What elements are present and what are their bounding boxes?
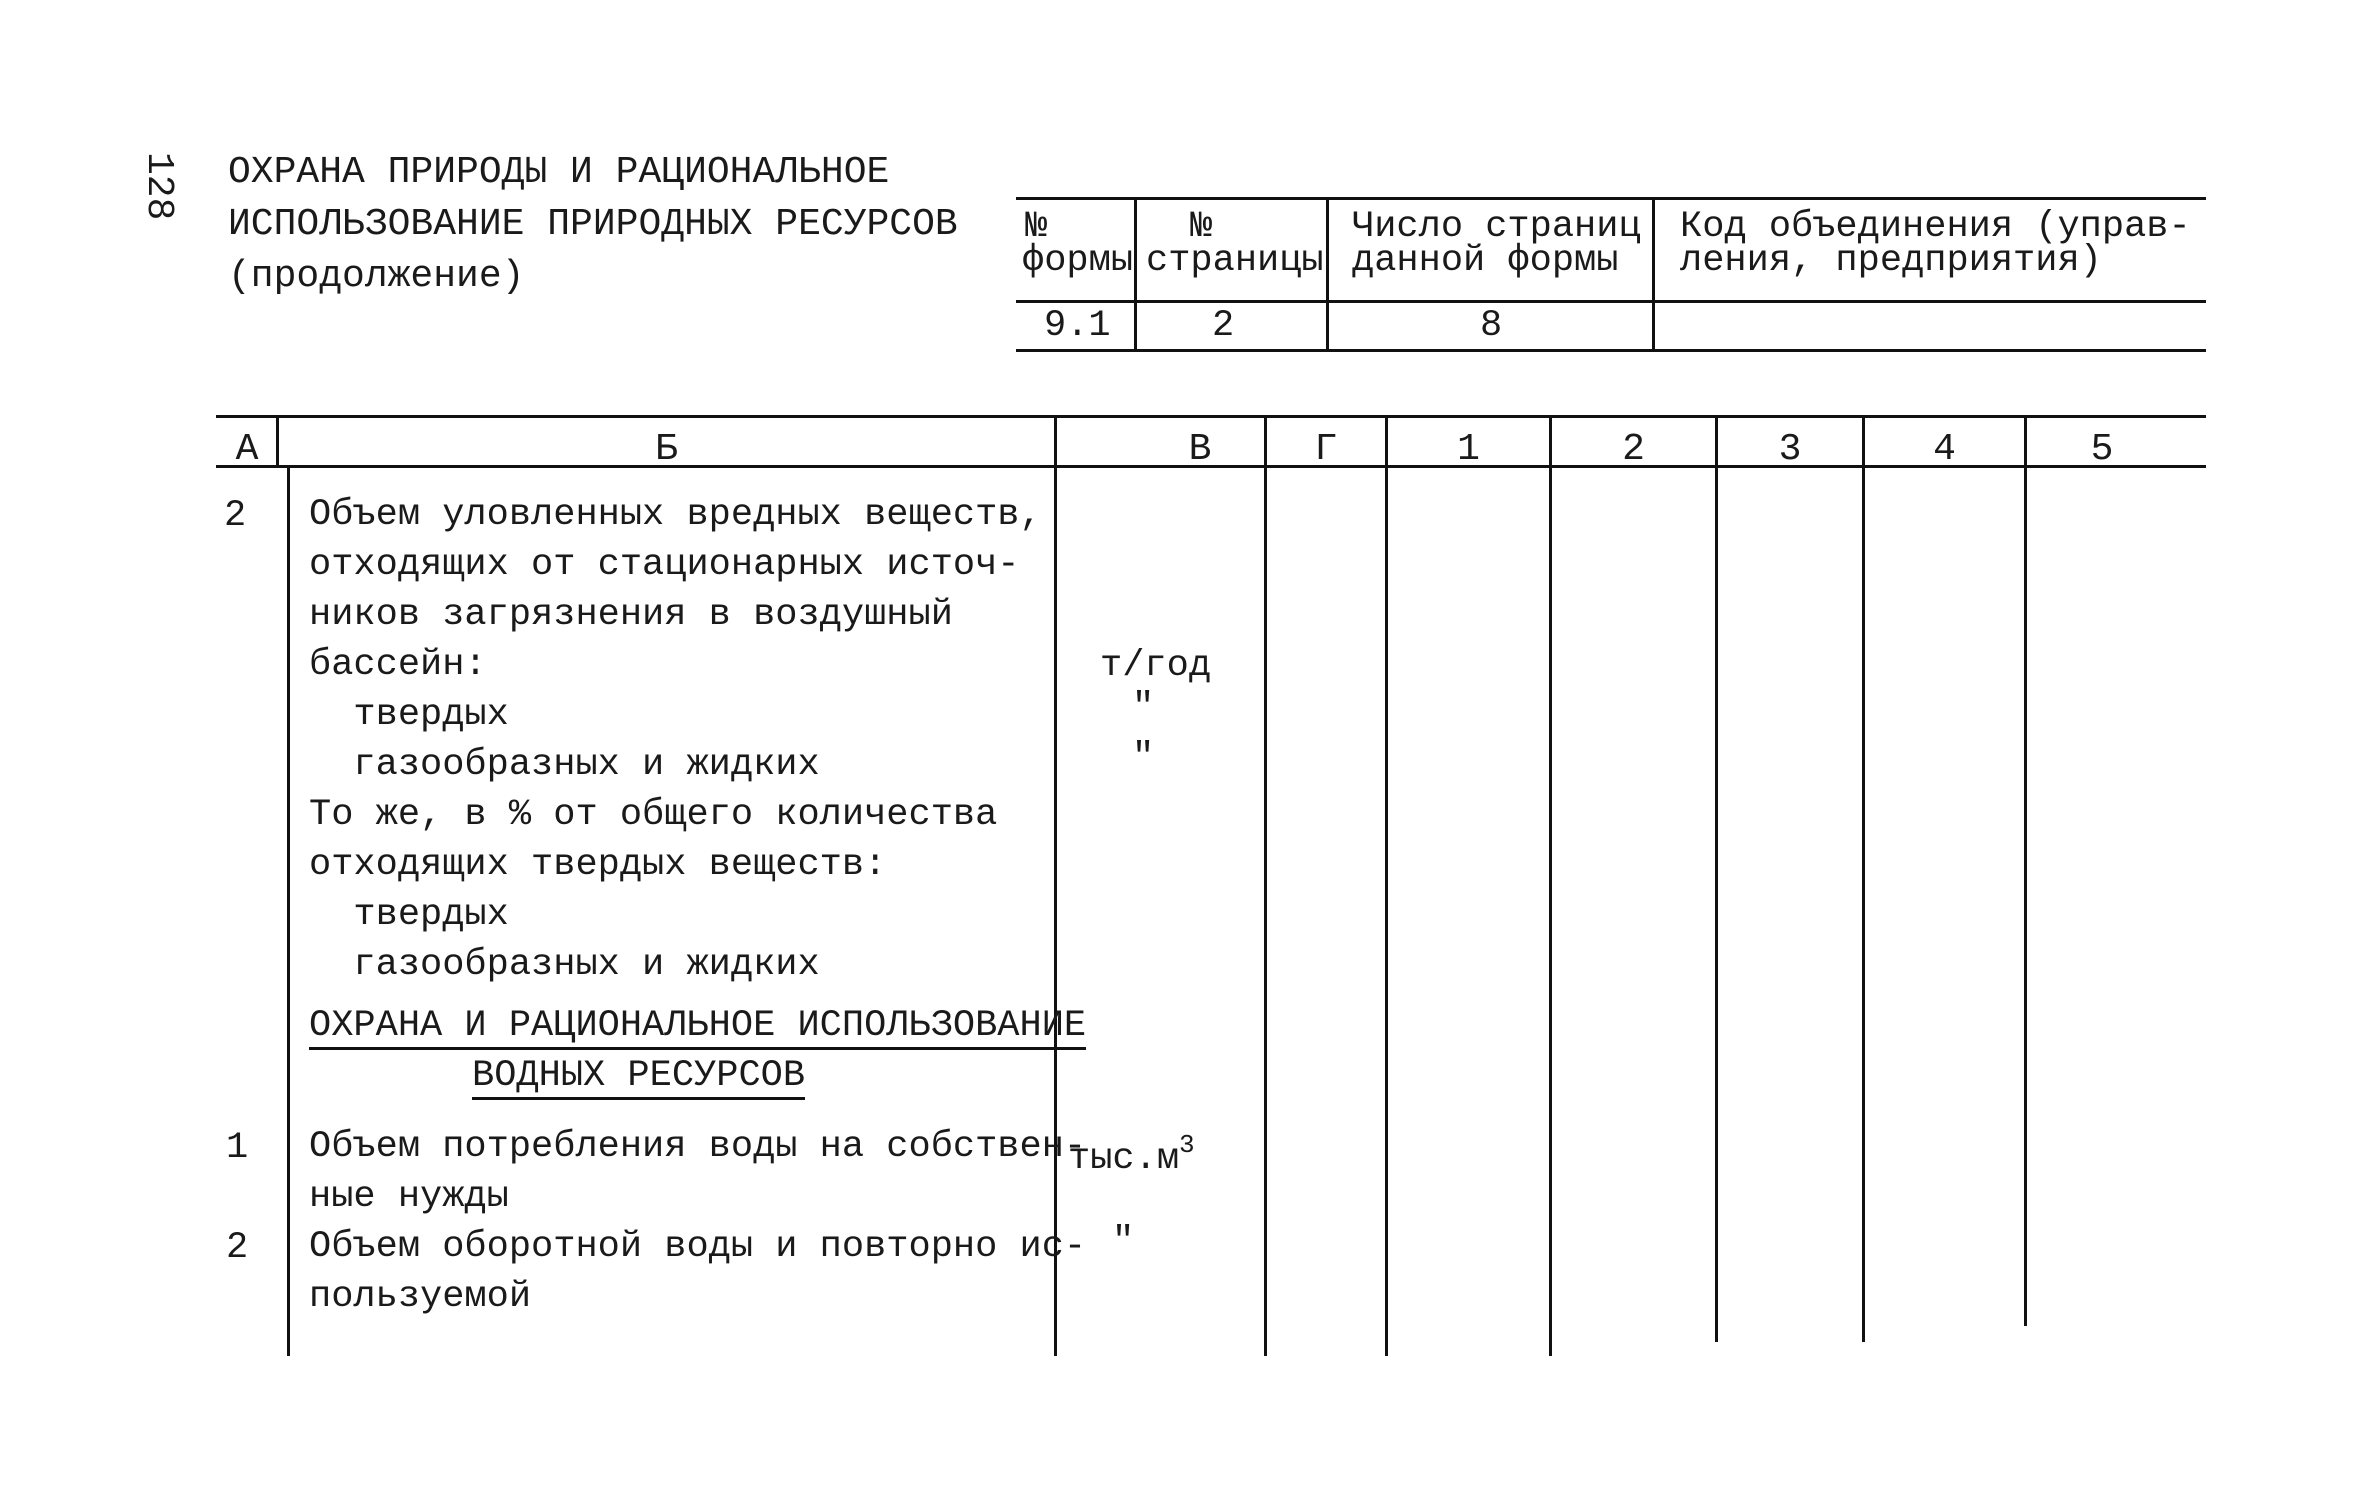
col-header-1: 1 bbox=[1457, 428, 1480, 471]
desc-line: Объем уловленных вредных веществ, bbox=[309, 494, 1042, 536]
row-description bbox=[309, 1122, 1086, 1222]
meta-page-count: 8 bbox=[1480, 305, 1503, 347]
unit-t-per-year: т/год bbox=[1100, 645, 1212, 687]
col-header-v: В bbox=[1188, 428, 1212, 471]
title-line-2: ИСПОЛЬЗОВАНИЕ ПРИРОДНЫХ РЕСУРСОВ bbox=[228, 203, 958, 246]
desc-line: ников загрязнения в воздушный bbox=[309, 594, 953, 636]
meta-header-org-code-line1: Код объединения (управ- bbox=[1680, 206, 2191, 248]
col-header-3: 3 bbox=[1778, 428, 1802, 471]
desc-line: твердых bbox=[309, 894, 509, 936]
section-heading-line2: ВОДНЫХ РЕСУРСОВ bbox=[472, 1058, 805, 1095]
row-number: 1 bbox=[226, 1127, 249, 1169]
desc-line: ные нужды bbox=[309, 1176, 509, 1218]
desc-line: Объем потребления воды на собствен- bbox=[309, 1126, 1087, 1168]
meta-header-page-count-line2: данной формы bbox=[1352, 240, 1619, 282]
meta-header-form-no-label: формы bbox=[1022, 240, 1134, 282]
col-header-2: 2 bbox=[1622, 428, 1645, 471]
row-description bbox=[309, 490, 1042, 990]
meta-header-page-no-symbol: № bbox=[1190, 206, 1213, 248]
desc-line: газообразных и жидких bbox=[309, 744, 820, 786]
title-continuation: (продолжение) bbox=[228, 255, 525, 298]
desc-line: твердых bbox=[309, 694, 509, 736]
desc-line: газообразных и жидких bbox=[309, 944, 820, 986]
meta-form-number: 9.1 bbox=[1044, 305, 1111, 347]
row-description bbox=[309, 1222, 1086, 1322]
col-header-a: А bbox=[235, 428, 259, 471]
meta-header-org-code-line2: ления, предприятия) bbox=[1680, 240, 2102, 282]
col-header-5: 5 bbox=[2090, 428, 2114, 471]
desc-line: пользуемой bbox=[309, 1276, 532, 1318]
col-header-g: Г bbox=[1314, 428, 1338, 471]
meta-page-number: 2 bbox=[1212, 305, 1235, 347]
row-number: 2 bbox=[226, 1227, 249, 1269]
unit-ditto: " bbox=[1132, 687, 1155, 729]
unit-thousand-m3: $тыс.м^3$ bbox=[1068, 1130, 1195, 1180]
title-line-1: ОХРАНА ПРИРОДЫ И РАЦИОНАЛЬНОЕ bbox=[228, 151, 890, 194]
col-header-4: 4 bbox=[1933, 428, 1956, 471]
unit-ditto: " bbox=[1132, 737, 1155, 779]
meta-header-form-no-symbol: № bbox=[1025, 206, 1048, 248]
desc-line: отходящих от стационарных источ- bbox=[309, 544, 1020, 586]
desc-line: Объем оборотной воды и повторно ис- bbox=[309, 1226, 1087, 1268]
desc-line: отходящих твердых веществ: bbox=[309, 844, 887, 886]
page-number: 128 bbox=[137, 152, 180, 221]
desc-line: бассейн: bbox=[309, 644, 487, 686]
meta-header-page-count-line1: Число страниц bbox=[1352, 206, 1641, 248]
desc-line: То же, в % от общего количества bbox=[309, 794, 998, 836]
col-header-b: Б bbox=[655, 428, 678, 471]
meta-header-page-no-label: страницы bbox=[1146, 240, 1324, 282]
section-heading-line1: ОХРАНА И РАЦИОНАЛЬНОЕ ИСПОЛЬЗОВАНИЕ bbox=[309, 1008, 1086, 1045]
row-number: 2 bbox=[224, 495, 247, 537]
unit-ditto: " bbox=[1112, 1221, 1135, 1263]
